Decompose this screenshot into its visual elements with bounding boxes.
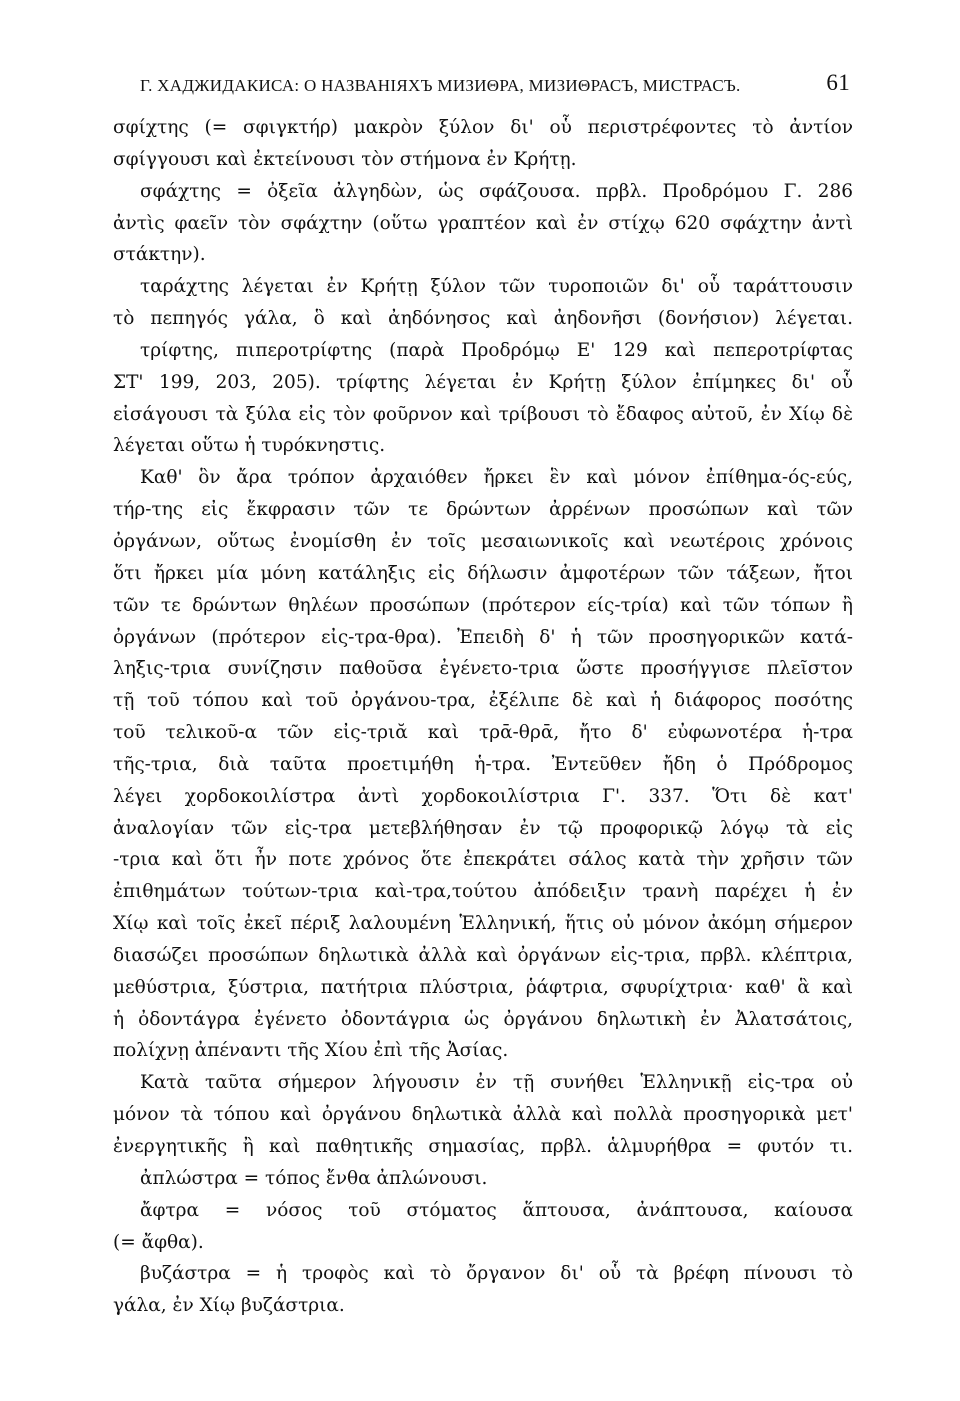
text-line: τῶν τε δρώντων θηλέων προσώπων (πρότερον είς-τρία) καὶ τῶν τόπων ἢ xyxy=(113,594,853,616)
text-line: μόνον τὰ τόπου καὶ ὀργάνου δηλωτικὰ ἀλλὰ καὶ πολλὰ προσηγορικὰ μετ' xyxy=(113,1104,853,1126)
text-line: ΣΤ' 199, 203, 205). τρίφτης λέγεται ἐν Κρήτῃ ξύλον ἐπίμηκες δι' οὗ xyxy=(113,371,853,393)
text-line: τήρ-της εἰς ἔκφρασιν τῶν τε δρώντων ἀρρένων προσώπων καὶ τῶν xyxy=(113,499,853,521)
page-number: 61 xyxy=(826,70,850,95)
running-header xyxy=(140,66,850,106)
text-line: σφίχτης (= σφιγκτήρ) μακρὸν ξύλον δι' οὗ περιστρέφοντες τὸ ἀντίον xyxy=(113,117,853,138)
text-line: (= ἄφθα). xyxy=(113,1231,204,1253)
text-line: ἐνεργητικῆς ἢ καὶ παθητικῆς σημασίας, πρβλ. ἁλμυρήθρα = φυτόν τι. xyxy=(113,1136,853,1157)
text-line: βυζάστρα = ἡ τροφὸς καὶ τὸ ὄργανον δι' οὗ τὰ βρέφη πίνουσι τὸ xyxy=(140,1263,853,1285)
text-line: ταράχτης λέγεται ἐν Κρήτῃ ξύλον τῶν τυροποιῶν δι' οὗ ταράττουσιν xyxy=(140,276,853,298)
text-line: ὀργάνων (πρότερον εἰς-τρα-θρα). Ἐπειδὴ δ' ἡ τῶν προσηγορικῶν κατά- xyxy=(113,626,853,648)
text-line: λέγεται οὕτω ἡ τυρόκνηστις. xyxy=(113,435,386,457)
text-line: ἀναλογίαν τῶν εἰς-τρα μετεβλήθησαν ἐν τῷ προφορικῷ λόγῳ τὰ εἰς xyxy=(113,817,853,839)
text-line: τὸ πεπηγός γάλα, ὃ καὶ ἀηδόνησος καὶ ἀηδονῆσι (δονήσιον) λέγεται. xyxy=(113,308,853,330)
text-line: ὀργάνων, οὕτως ἐνομίσθη ἐν τοῖς μεσαιωνικοῖς καὶ νεωτέροις χρόνοις xyxy=(113,530,853,552)
text-line: ἀντὶς φαεῖν τὸν σφάχτην (οὕτω γραπτέον καὶ ἐν στίχῳ 620 σφάχτην ἀντὶ xyxy=(113,212,853,234)
text-line: ὅτι ἤρκει μία μόνη κατάληξις εἰς δήλωσιν ἀμφοτέρων τῶν τάξεων, ἤτοι xyxy=(113,562,853,584)
text-line: ἡ ὀδοντάγρα ἐγένετο ὀδοντάγρια ὡς ὀργάνου δηλωτικὴ ἐν Ἀλατσάτοις, xyxy=(113,1008,853,1030)
running-title: Γ. ΧΑДЖИДАКИСА: О НАЗВАНІЯХЪ МИЗИΘРА, МИЗИΘРАСЪ, МИСТРАСЪ. xyxy=(140,76,741,95)
text-line: Χίῳ καὶ τοῖς ἐκεῖ πέριξ λαλουμένη Ἑλληνική, ἥτις οὐ μόνον ἀκόμη σήμερον xyxy=(113,913,853,935)
text-line: τοῦ τελικοῦ-α τῶν εἰς-τριᾰ καὶ τρᾱ-θρᾱ, ἤτο δ' εὐφωνοτέρα ἡ-τρα xyxy=(113,722,853,744)
text-line: τῆς-τρια, διὰ ταῦτα προετιμήθη ἡ-τρα. Ἐντεῦθεν ἤδη ὁ Πρόδρομος xyxy=(113,753,853,775)
text-line: ἄφτρα = νόσος τοῦ στόματος ἅπτουσα, ἀνάπτουσα, καίουσα xyxy=(140,1199,853,1221)
text-line: Κατὰ ταῦτα σήμερον λήγουσιν ἐν τῇ συνήθει Ἑλληνικῇ εἰς-τρα οὐ xyxy=(140,1072,853,1094)
text-line: μεθύστρια, ξύστρια, πατήτρια πλύστρια, ῥάφτρια, σφυρίχτρια· καθ' ἃ καὶ xyxy=(113,976,853,998)
text-line: σφάχτης = ὀξεῖα ἀλγηδὼν, ὡς σφάζουσα. πρβλ. Προδρόμου Γ. 286 xyxy=(140,180,853,202)
text-line: Καθ' ὃν ἄρα τρόπον ἀρχαιόθεν ἤρκει ἓν καὶ μόνον ἐπίθημα-ός-εύς, xyxy=(140,467,853,489)
text-line: στάκτην). xyxy=(113,244,206,266)
text-line: λέγει χορδοκοιλίστρα ἀντὶ χορδοκοιλίστρια Γ'. 337. Ὅτι δὲ κατ' xyxy=(113,785,853,807)
text-line: ληξις-τρια συνίζησιν παθοῦσα ἐγένετο-τρια ὥστε προσήγγισε πλεῖστον xyxy=(113,658,853,680)
text-line: πολίχνῃ ἀπέναντι τῆς Χίου ἐπὶ τῆς Ἀσίας. xyxy=(113,1040,509,1062)
page-body xyxy=(113,112,853,1322)
text-line: -τρια καὶ ὅτι ἦν ποτε χρόνος ὅτε ἐπεκράτει σάλος κατὰ τὴν χρῆσιν τῶν xyxy=(113,849,853,871)
text-line: ἐπιθημάτων τούτων-τρια καὶ-τρα,τούτου ἀπόδειξιν τρανὴ παρέχει ἡ ἐν xyxy=(113,881,853,903)
text-line: τρίφτης, πιπεροτρίφτης (παρὰ Προδρόμῳ Ε' 129 καὶ πεπεροτρίφτας xyxy=(140,339,853,361)
text-line: τῇ τοῦ τόπου καὶ τοῦ ὀργάνου-τρα, ἐξέλιπε δὲ καὶ ἡ διάφορος ποσότης xyxy=(113,690,853,712)
text-line: ἀπλώστρα = τόπος ἔνθα ἀπλώνουσι. xyxy=(140,1167,488,1189)
text-line: διασώζει προσώπων δηλωτικὰ ἀλλὰ καὶ ὀργάνων εἰς-τρια, πρβλ. κλέπτρια, xyxy=(113,944,853,966)
text-line: γάλα, ἐν Χίῳ βυζάστρια. xyxy=(113,1295,345,1317)
text-line: σφίγγουσι καὶ ἐκτείνουσι τὸν στήμονα ἐν Κρήτῃ. xyxy=(113,148,577,170)
text-line: εἰσάγουσι τὰ ξύλα εἰς τὸν φοῦρνον καὶ τρίβουσι τὸ ἔδαφος αὐτοῦ, ἐν Χίῳ δὲ xyxy=(113,403,853,425)
